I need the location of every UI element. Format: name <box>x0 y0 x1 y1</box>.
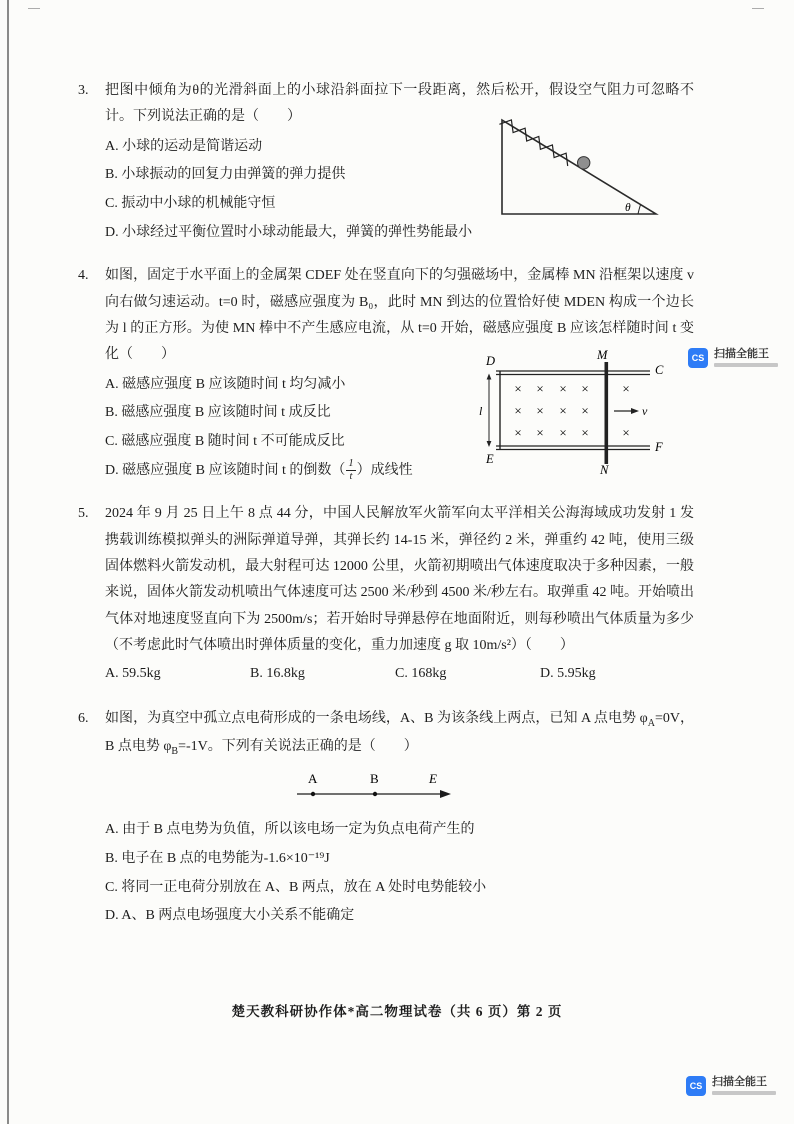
q4-stem-text: 如图，固定于水平面上的金属架 CDEF 处在竖直向下的匀强磁场中，金属棒 MN 沿框架以速度 v 向右做匀速运动。t=0 时，磁感应强度为 B₀，此时 MN 到达的位置恰好使 MDEN 构成一个边长为 l 的正方形。为使 MN 棒中不产生感应电流，从 t=0 开始，磁感应强度 B 应该怎样随时间 t 变化（ ） <box>105 268 694 363</box>
q3-option-a: A. 小球的运动是简谐运动 <box>105 138 263 154</box>
velocity-arrow-head <box>631 408 639 414</box>
q6-stem-part: =-1V。下列有关说法正确的是（ ） <box>178 738 418 754</box>
scan-corner-mark-left <box>28 8 40 16</box>
q6-stem <box>78 706 694 761</box>
camscanner-watermark-top <box>688 348 778 368</box>
fraction-denominator: t <box>349 470 353 482</box>
q4-number: 4. <box>78 268 89 284</box>
flux-cross: × <box>514 425 522 441</box>
point-B-dot <box>373 792 377 796</box>
label-E: E <box>486 452 494 467</box>
flux-cross: × <box>581 381 589 397</box>
q6-option-c: C. 将同一正电荷分别放在 A、B 两点，放在 A 处时电势能较小 <box>105 879 487 895</box>
flux-cross: × <box>514 403 522 419</box>
q6-phi-sub-b: B <box>171 745 179 757</box>
q3-stem-text: 把图中倾角为θ的光滑斜面上的小球沿斜面拉下一段距离，然后松开，假设空气阻力可忽略不计。下列说法正确的是（ ） <box>105 83 694 125</box>
fraction-numerator: 1 <box>346 458 355 471</box>
flux-cross: × <box>581 425 589 441</box>
ball <box>578 157 590 169</box>
flux-cross: × <box>559 403 567 419</box>
camscanner-subtext-bar <box>712 1091 776 1095</box>
q5-option-d: D. 5.95kg <box>540 666 596 682</box>
label-F: F <box>655 440 663 455</box>
q4-option-d-post: ）成线性 <box>356 462 413 478</box>
q6-stem-part: 如图，为真空中孤立点电荷形成的一条电场线，A、B 为该条线上两点，已知 A 点电势 φ <box>105 711 648 727</box>
q5-number: 5. <box>78 506 89 522</box>
flux-cross: × <box>514 381 522 397</box>
flux-cross: × <box>559 381 567 397</box>
q3-option-d: D. 小球经过平衡位置时小球动能最大，弹簧的弹性势能最小 <box>105 224 473 240</box>
flux-cross: × <box>536 425 544 441</box>
flux-cross: × <box>622 381 630 397</box>
point-A-dot <box>311 792 315 796</box>
label-l: l <box>479 404 483 419</box>
label-M: M <box>597 348 608 363</box>
q5-option-a: A. 59.5kg <box>105 666 161 682</box>
camscanner-watermark-bottom <box>686 1076 776 1096</box>
q3-stem <box>78 78 694 131</box>
rod-MN <box>605 362 609 464</box>
flux-cross: × <box>581 403 589 419</box>
question-4 <box>78 263 694 485</box>
flux-cross: × <box>559 425 567 441</box>
q4-option-d-pre: D. 磁感应强度 B 应该随时间 t 的倒数（ <box>105 462 346 478</box>
label-D: D <box>486 354 496 369</box>
camscanner-icon: CS <box>688 348 708 368</box>
label-theta: θ <box>625 202 631 214</box>
flux-cross: × <box>536 381 544 397</box>
q4-option-a: A. 磁感应强度 B 应该随时间 t 均匀减小 <box>105 376 346 392</box>
q5-option-b: B. 16.8kg <box>250 666 305 682</box>
label-B: B <box>370 771 379 787</box>
q6-option-a: A. 由于 B 点电势为负值，所以该电场一定为负点电荷产生的 <box>105 822 475 838</box>
camscanner-label: 扫描全能王 <box>714 348 769 360</box>
q6-field-line-figure <box>293 769 468 805</box>
q5-options <box>78 659 694 690</box>
q5-stem-text: 2024 年 9 月 25 日上午 8 点 44 分，中国人民解放军火箭军向太平洋相关公海海域成功发射 1 发携载训练模拟弹头的洲际弹道导弹，其弹长约 14-15 米，弹径约 2 米，弹重约 42 吨，使用三级固体燃料火箭发动机，最大射程可达 12000 公里，火箭初期喷出气体速度取决于多种因素，一般来说，固体火箭发动机喷出气体速度可达 2500 米/秒到 4500 米/秒左右。取弹重 42 吨。开始喷出气体对地速度竖直向下为 2500m/s；若开始时导弹悬停在地面附近，则每秒喷出气体质量为多少（不考虑此时气体喷出时弹体质量的变化，重力加速度 g 取 10m/s²）（ ） <box>105 506 694 653</box>
camscanner-icon: CS <box>686 1076 706 1096</box>
q5-stem <box>78 501 694 659</box>
q6-stem-part: =0V，B 点电势 φ <box>105 711 694 754</box>
camscanner-subtext-bar <box>714 363 778 367</box>
dimension-arrow-down <box>487 441 492 447</box>
scan-edge-artifact <box>7 0 9 1124</box>
field-line-arrow-head <box>440 790 451 798</box>
q5-option-c: C. 168kg <box>395 666 447 682</box>
label-C: C <box>655 363 664 378</box>
dimension-arrow-up <box>487 374 492 380</box>
flux-cross: × <box>536 403 544 419</box>
q4-option-b: B. 磁感应强度 B 应该随时间 t 成反比 <box>105 405 331 421</box>
scan-corner-mark-right <box>752 8 764 16</box>
q3-number: 3. <box>78 83 89 98</box>
q3-option-c: C. 振动中小球的机械能守恒 <box>105 196 276 211</box>
q3-option-b: B. 小球振动的回复力由弹簧的弹力提供 <box>105 167 346 183</box>
question-3 <box>78 78 694 247</box>
q4-stem <box>78 263 694 368</box>
question-5 <box>78 501 694 690</box>
label-N: N <box>600 463 609 478</box>
fraction-1-over-t <box>346 458 355 483</box>
q6-number: 6. <box>78 711 89 727</box>
q6-option-d: D. A、B 两点电场强度大小关系不能确定 <box>105 908 355 924</box>
label-v: v <box>642 404 648 419</box>
q4-option-c: C. 磁感应强度 B 随时间 t 不可能成反比 <box>105 434 345 449</box>
q6-figure-wrap <box>293 769 694 810</box>
page-footer: 楚天教科研协作体*高二物理试卷（共 6 页）第 2 页 <box>231 1004 563 1019</box>
q6-options <box>78 816 694 931</box>
q6-phi-sub-a: A <box>647 717 655 729</box>
label-A: A <box>308 771 318 787</box>
flux-cross: × <box>622 425 630 441</box>
q6-option-b: B. 电子在 B 点的电势能为-1.6×10⁻¹⁹J <box>105 850 330 866</box>
camscanner-label: 扫描全能王 <box>712 1076 767 1088</box>
label-E: E <box>429 771 437 787</box>
question-6 <box>78 706 694 931</box>
